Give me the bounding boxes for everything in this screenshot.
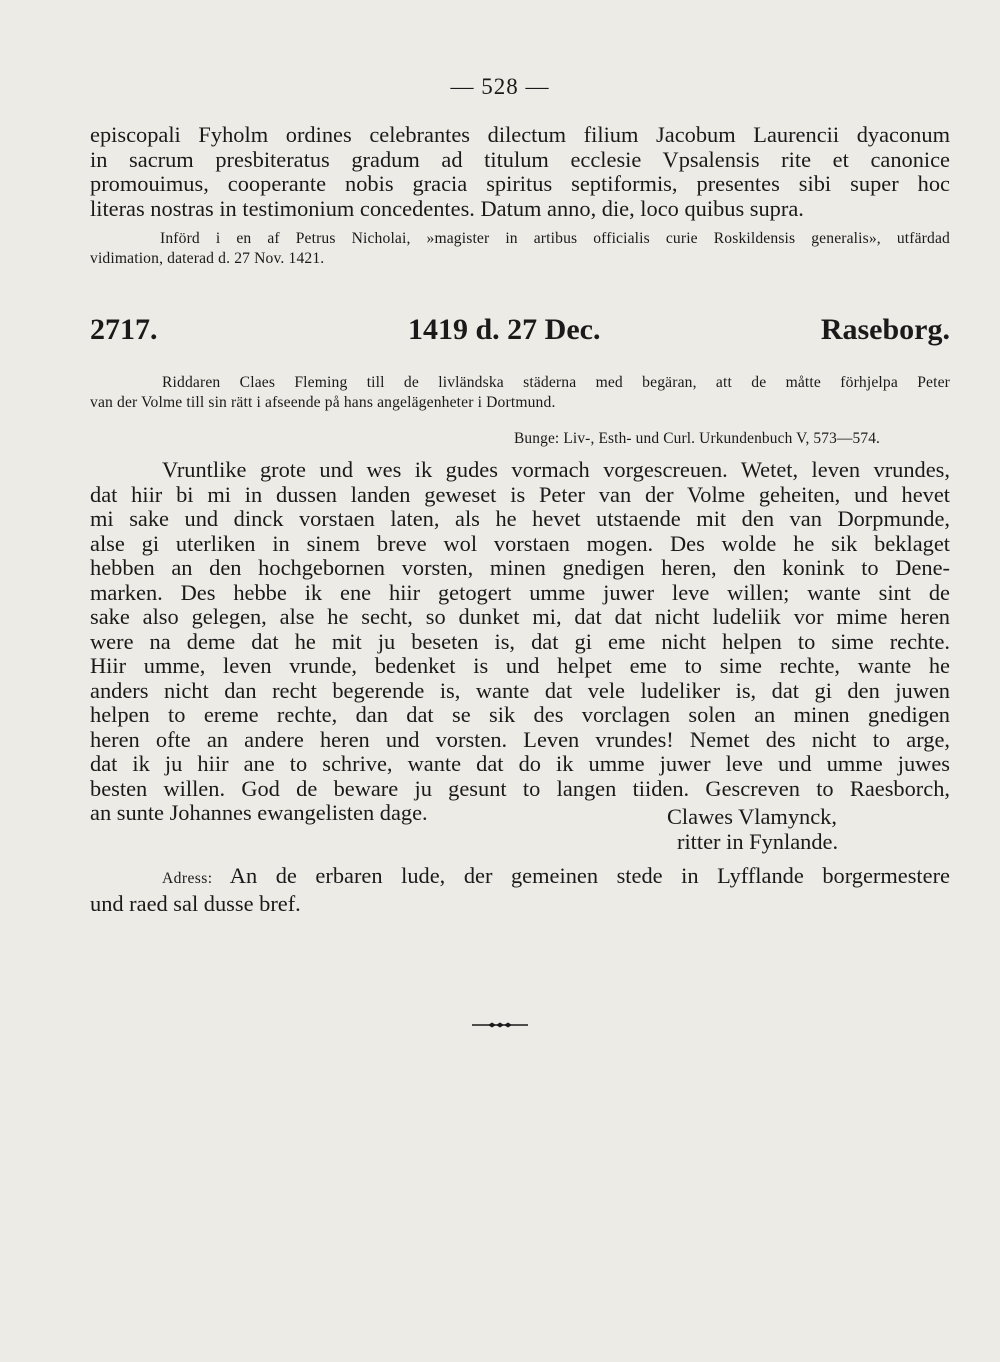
section-divider-ornament — [472, 1022, 528, 1028]
intro-line: literas nostras in testimonium concedentes. Datum anno, die, loco quibus supra. — [90, 195, 804, 221]
letter-line: hebben an den hochgebornen vorsten, minen gnedigen heren, den konink to Dene- — [90, 555, 950, 580]
entry-source: Bunge: Liv-, Esth- und Curl. Urkundenbuch V, 573—574. — [514, 430, 881, 447]
summary-line: Riddaren Claes Fleming till de livländska städerna med begäran, att de måtte förhjelpa Peter — [162, 374, 950, 391]
letter-line: marken. Des hebbe ik ene hiir getogert umme juwer leve willen; wante sint de — [90, 579, 950, 605]
letter-line: alse gi uterliken in sinem breve wol vorstaen mogen. Des wolde he sik beklaget — [90, 530, 950, 556]
entry-header — [90, 313, 950, 349]
letter-line: an sunte Johannes ewangelisten dage. — [90, 800, 428, 825]
entry-number: 2717. — [90, 313, 158, 346]
letter-line: sake also gelegen, alse he secht, so dunket mi, dat dat nicht ludeliik vor mime heren — [90, 604, 950, 629]
letter-address — [90, 864, 950, 916]
entry-date: 1419 d. 27 Dec. — [408, 313, 601, 346]
entry-place: Raseborg. — [820, 313, 950, 346]
intro-note-line: Införd i en af Petrus Nicholai, »magister in artibus officialis curie Roskildensis generalis», utfärdad — [160, 230, 950, 247]
letter-line: were na deme dat he mit ju beseten is, dat gi eme nicht helpen to sime rechte. — [90, 628, 950, 654]
intro-note — [90, 229, 950, 268]
address-label: Adress: — [162, 870, 213, 887]
intro-line: episcopali Fyholm ordines celebrantes dilectum filium Jacobum Laurencii dyaconum — [90, 122, 950, 147]
intro-line: in sacrum presbiteratus gradum ad titulum ecclesie Vpsalensis rite et canonice — [90, 146, 950, 172]
summary-line: van der Volme till sin rätt i afseende på hans angelägenheter i Dortmund. — [90, 393, 556, 411]
entry-summary — [90, 373, 950, 412]
letter-line: Hiir umme, leven vrunde, bedenket is und helpet eme to sime rechte, wante he — [90, 653, 950, 678]
letter-line: mi sake und dinck vorstaen laten, als he hevet utstaende mit den van Dorpmunde, — [90, 506, 950, 531]
address-line: und raed sal dusse bref. — [90, 890, 301, 916]
letter-line: dat hiir bi mi in dussen landen geweset is Peter van der Volme geheiten, und hevet — [90, 481, 950, 507]
intro-paragraph — [90, 123, 950, 221]
letter-line: dat ik ju hiir ane to schrive, wante dat do ik umme juwer leve und umme juwes — [90, 751, 950, 776]
signature-title: ritter in Fynlande. — [677, 829, 839, 854]
letter-line: Vruntlike grote und wes ik gudes vormach vorgescreuen. Wetet, leven vrundes, — [162, 457, 950, 482]
address-line: An de erbaren lude, der gemeinen stede in Lyfflande borgermestere — [229, 863, 950, 888]
letter-line: heren ofte an andere heren und vorsten. Leven vrundes! Nemet des nicht to arge, — [90, 726, 950, 752]
letter-line: anders nicht dan recht begerende is, wante dat vele ludeliker is, dat gi den juwen — [90, 677, 950, 703]
letter-line: besten willen. God de beware ju gesunt to langen tiiden. Gescreven to Raesborch, — [90, 775, 950, 801]
signature-name: Clawes Vlamynck, — [667, 804, 837, 829]
letter-line: helpen to ereme rechte, dan dat se sik des vorclagen solen an minen gnedigen — [90, 702, 950, 727]
letter-body — [90, 458, 950, 826]
page-number: — 528 — — [450, 74, 550, 99]
intro-note-line: vidimation, daterad d. 27 Nov. 1421. — [90, 249, 325, 267]
intro-line: promouimus, cooperante nobis gracia spiritus septiformis, presentes sibi super hoc — [90, 171, 950, 196]
